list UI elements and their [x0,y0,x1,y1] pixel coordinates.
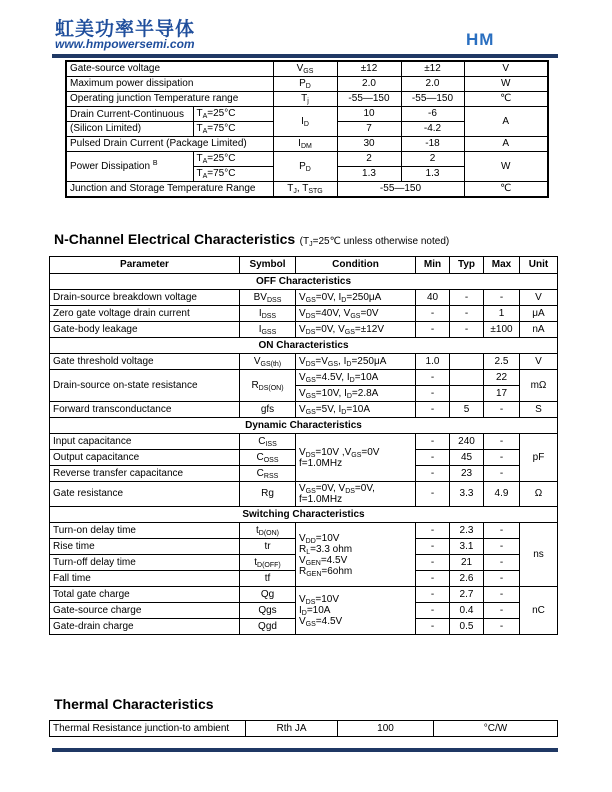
param-cell: Reverse transfer capacitance [50,466,240,482]
table-row [50,322,558,338]
thermal-table [49,720,558,737]
min-cell: - [416,306,450,322]
n-value: 10 [337,107,401,122]
n-value: 2 [337,152,401,167]
max-cell: 17 [484,386,520,402]
typ-cell [450,370,484,386]
symbol-cell: $V_{GS}$ [273,61,337,77]
brand-name-cn: 虹美功率半导体 [55,18,196,40]
p-value: -55—150 [401,92,464,107]
condition-cell: $V_{DS}=V_{GS}$, $I_D=250\mu A$ [296,354,416,370]
min-cell: - [416,450,450,466]
condition-cell: $V_{DS}=0V$, $V_{GS}=\pm 12V$ [296,322,416,338]
max-cell: - [484,587,520,603]
p-value: 1.3 [401,167,464,182]
min-cell: - [416,386,450,402]
max-cell: 22 [484,370,520,386]
min-cell: - [416,555,450,571]
unit-cell: A [464,137,548,152]
unit-cell: nC [520,587,558,635]
symbol-cell: Rth JA [246,721,338,737]
unit-cell: V [520,290,558,306]
min-cell: - [416,482,450,507]
absolute-ratings-table [65,60,549,198]
symbol-cell: Qgd [240,619,296,635]
max-cell: 2.5 [484,354,520,370]
table-row [50,721,558,737]
group-row [50,338,558,354]
condition-cell: $T_A=75^\circ C$ [193,122,273,137]
max-cell: - [484,434,520,450]
group-label-dynamic: Dynamic Characteristics [50,418,558,434]
table-row [50,370,558,386]
table-row [66,107,548,122]
condition-cell: $T_A=75^\circ C$ [193,167,273,182]
header-rule [52,54,558,58]
symbol-cell: Rg [240,482,296,507]
symbol-cell: $I_{DSS}$ [240,306,296,322]
param-cell: Power Dissipation $^B$ [66,152,193,182]
typ-cell: - [450,306,484,322]
unit-cell: μA [520,306,558,322]
min-cell: - [416,619,450,635]
footer-rule [52,748,558,752]
table-header-row [50,257,558,274]
symbol-cell: Qg [240,587,296,603]
param-cell: Rise time [50,539,240,555]
symbol-cell: gfs [240,402,296,418]
nch-characteristics-table [49,256,558,635]
n-value: 1.3 [337,167,401,182]
unit-cell: V [520,354,558,370]
symbol-cell: $t_{D(ON)}$ [240,523,296,539]
unit-cell: A [464,107,548,137]
param-cell: Junction and Storage Temperature Range [66,182,273,198]
unit-cell: S [520,402,558,418]
unit-cell: ns [520,523,558,587]
table-row [50,482,558,507]
max-cell: - [484,619,520,635]
brand-url: www.hmpowersemi.com [55,37,195,51]
p-value: 2 [401,152,464,167]
p-value: ±12 [401,61,464,77]
unit-cell: ℃ [464,182,548,198]
group-label-switching: Switching Characteristics [50,507,558,523]
table-row [66,182,548,198]
p-value: -4.2 [401,122,464,137]
group-row [50,507,558,523]
table-row [50,434,558,450]
param-cell: Gate-source voltage [66,61,273,77]
n-value: -55—150 [337,92,401,107]
condition-cell: $V_{DS}=10V$ $,V_{GS}=0V$ f=1.0MHz [296,434,416,482]
max-cell: - [484,555,520,571]
param-cell: Maximum power dissipation [66,77,273,92]
condition-cell: $V_{GS}=0V$, $V_{DS}=0V$, f=1.0MHz [296,482,416,507]
typ-cell: 45 [450,450,484,466]
value-cell: 100 [338,721,434,737]
n-value: ±12 [337,61,401,77]
max-cell: 4.9 [484,482,520,507]
unit-cell: V [464,61,548,77]
min-cell: - [416,587,450,603]
unit-cell: pF [520,434,558,482]
symbol-cell: $C_{ISS}$ [240,434,296,450]
max-cell: - [484,603,520,619]
symbol-cell: tr [240,539,296,555]
unit-cell: mΩ [520,370,558,402]
symbol-cell: $R_{DS(ON)}$ [240,370,296,402]
unit-cell: W [464,152,548,182]
symbol-cell: $I_{DM}$ [273,137,337,152]
typ-cell: 21 [450,555,484,571]
table-row [50,354,558,370]
table-row [66,92,548,107]
typ-cell: 5 [450,402,484,418]
param-cell: Forward transconductance [50,402,240,418]
min-cell: - [416,523,450,539]
symbol-cell: $P_D$ [273,152,337,182]
table-row [66,77,548,92]
n-value: 7 [337,122,401,137]
symbol-cell: $T_j$ [273,92,337,107]
typ-cell: 0.5 [450,619,484,635]
min-cell: - [416,370,450,386]
max-cell: - [484,450,520,466]
table-row [50,402,558,418]
param-cell: Gate-source charge [50,603,240,619]
typ-cell: - [450,290,484,306]
condition-cell: $V_{DS}=40V$, $V_{GS}=0V$ [296,306,416,322]
typ-cell [450,354,484,370]
param-cell: Turn-off delay time [50,555,240,571]
condition-cell: $V_{GS}=4.5V$, $I_D=10A$ [296,370,416,386]
n-value: 2.0 [337,77,401,92]
unit-cell: °C/W [434,721,558,737]
typ-cell: 240 [450,434,484,450]
min-cell: 40 [416,290,450,306]
condition-cell: $V_{DS}=10V$ $I_D=10A$ $V_{GS}=4.5V$ [296,587,416,635]
param-cell: Drain Current-Continuous [66,107,193,122]
typ-cell: - [450,322,484,338]
typ-cell: 23 [450,466,484,482]
p-value: -6 [401,107,464,122]
unit-cell: ℃ [464,92,548,107]
param-cell: Input capacitance [50,434,240,450]
p-value: 2.0 [401,77,464,92]
col-header: Parameter [50,257,240,274]
param-cell: Operating junction Temperature range [66,92,273,107]
param-cell: Output capacitance [50,450,240,466]
max-cell: - [484,539,520,555]
table-row [66,61,548,77]
min-cell: 1.0 [416,354,450,370]
col-header: Symbol [240,257,296,274]
min-cell: - [416,539,450,555]
section-title-nch: N-Channel Electrical Characteristics ($T_J=25℃$ unless otherwise noted) [54,231,450,248]
param-cell: Zero gate voltage drain current [50,306,240,322]
symbol-cell: $C_{RSS}$ [240,466,296,482]
condition-cell: $T_A=25^\circ C$ [193,107,273,122]
brand-logo: HM [466,30,495,49]
param-cell: Total gate charge [50,587,240,603]
symbol-cell: Qgs [240,603,296,619]
typ-cell [450,386,484,402]
condition-cell: $V_{GS}=0V$, $I_D=250\mu A$ [296,290,416,306]
symbol-cell: tf [240,571,296,587]
min-cell: - [416,402,450,418]
min-cell: - [416,603,450,619]
param-cell: Turn-on delay time [50,523,240,539]
table-row [66,137,548,152]
typ-cell: 2.3 [450,523,484,539]
param-cell: Thermal Resistance junction-to ambient [50,721,246,737]
condition-cell: $V_{DD}=10V$ $R_L=3.3$ ohm $V_{GEN}=4.5V$ $R_{GEN}=6ohm$ [296,523,416,587]
symbol-cell: $I_D$ [273,107,337,137]
typ-cell: 2.7 [450,587,484,603]
table-row [50,306,558,322]
min-cell: - [416,322,450,338]
symbol-cell: $I_{GSS}$ [240,322,296,338]
col-header: Unit [520,257,558,274]
group-label-off: OFF Characteristics [50,274,558,290]
table-row [50,290,558,306]
min-cell: - [416,571,450,587]
param-cell: Gate resistance [50,482,240,507]
symbol-cell: $BV_{DSS}$ [240,290,296,306]
symbol-cell: $t_{D(OFF)}$ [240,555,296,571]
param-cell: Drain-source on-state resistance [50,370,240,402]
param-cell: Gate-body leakage [50,322,240,338]
condition-cell: $V_{GS}=5V$, $I_D=10A$ [296,402,416,418]
min-cell: - [416,434,450,450]
param-cell: Gate threshold voltage [50,354,240,370]
symbol-cell: $P_D$ [273,77,337,92]
value-cell: -55—150 [337,182,464,198]
max-cell: - [484,466,520,482]
condition-cell: $V_{GS}=10V$, $I_D=2.8A$ [296,386,416,402]
param-cell: (Silicon Limited) [66,122,193,137]
group-label-on: ON Characteristics [50,338,558,354]
col-header: Condition [296,257,416,274]
typ-cell: 3.1 [450,539,484,555]
group-row [50,274,558,290]
col-header: Max [484,257,520,274]
unit-cell: Ω [520,482,558,507]
max-cell: 1 [484,306,520,322]
condition-cell: $T_A=25^\circ C$ [193,152,273,167]
max-cell: - [484,571,520,587]
max-cell: ±100 [484,322,520,338]
param-cell: Pulsed Drain Current (Package Limited) [66,137,273,152]
typ-cell: 2.6 [450,571,484,587]
group-row [50,418,558,434]
col-header: Typ [450,257,484,274]
typ-cell: 3.3 [450,482,484,507]
symbol-cell: $C_{OSS}$ [240,450,296,466]
typ-cell: 0.4 [450,603,484,619]
section-title-thermal: Thermal Characteristics [54,696,214,712]
n-value: 30 [337,137,401,152]
table-row [50,587,558,603]
max-cell: - [484,523,520,539]
max-cell: - [484,402,520,418]
param-cell: Fall time [50,571,240,587]
unit-cell: nA [520,322,558,338]
param-cell: Gate-drain charge [50,619,240,635]
table-row [50,523,558,539]
col-header: Min [416,257,450,274]
p-value: -18 [401,137,464,152]
table-row [66,152,548,167]
unit-cell: W [464,77,548,92]
param-cell: Drain-source breakdown voltage [50,290,240,306]
symbol-cell: $T_J$, $T_{STG}$ [273,182,337,198]
min-cell: - [416,466,450,482]
symbol-cell: $V_{GS(th)}$ [240,354,296,370]
max-cell: - [484,290,520,306]
